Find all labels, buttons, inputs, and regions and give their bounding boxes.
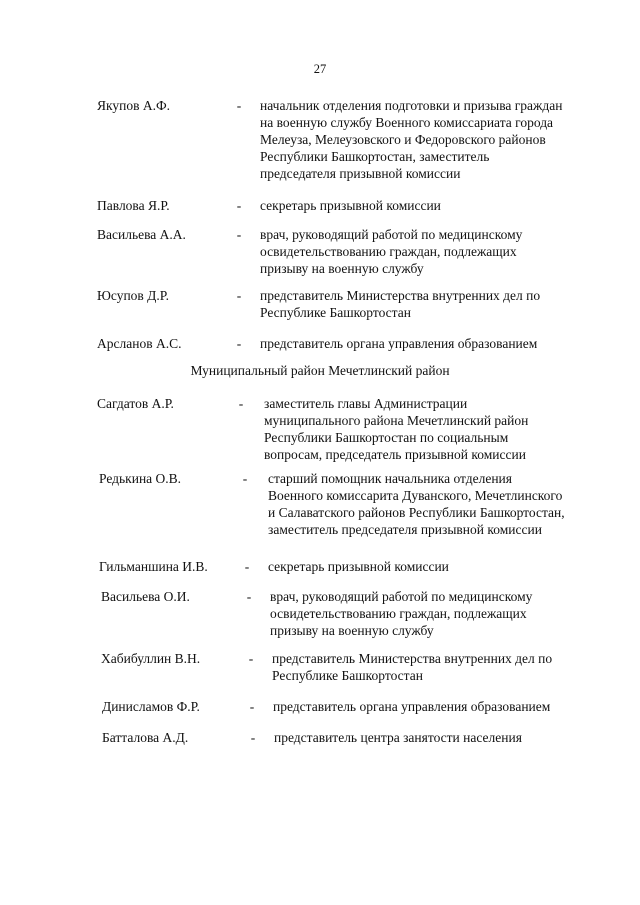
dash-separator: -: [236, 198, 242, 213]
member-role: секретарь призывной комиссии: [260, 198, 441, 213]
member-role: представитель центра занятости населения: [274, 730, 522, 745]
member-role: представитель органа управления образованием: [260, 336, 538, 351]
page-number: 27: [313, 62, 327, 76]
member-name: Динисламов Ф.Р.: [102, 699, 200, 714]
dash-separator: -: [249, 699, 255, 714]
dash-separator: -: [236, 336, 242, 351]
member-role: представитель Министерства внутренних дел по Республике Башкортостан: [260, 288, 541, 320]
member-role: врач, руководящий работой по медицинскому освидетельствованию граждан, подлежащих призыву на военную службу: [270, 589, 533, 638]
dash-separator: -: [248, 651, 254, 666]
member-role: начальник отделения подготовки и призыва граждан на военную службу Военного комиссариата города Мелеуза, Мелеузовского и Федоровского районов Республики Башкортостан, заместитель председателя призывной комиссии: [260, 98, 563, 181]
member-name: Арсланов А.С.: [97, 336, 182, 351]
dash-separator: -: [250, 730, 256, 745]
dash-separator: -: [242, 471, 248, 486]
section-heading: Муниципальный район Мечетлинский район: [190, 363, 450, 378]
member-name: Васильева О.И.: [101, 589, 190, 604]
dash-separator: -: [244, 559, 250, 574]
member-role: представитель органа управления образованием: [273, 699, 551, 714]
member-name: Павлова Я.Р.: [97, 198, 170, 213]
member-name: Хабибуллин В.Н.: [101, 651, 201, 666]
member-role: представитель Министерства внутренних дел по Республике Башкортостан: [272, 651, 553, 683]
member-name: Якупов А.Ф.: [97, 98, 171, 113]
member-name: Редькина О.В.: [99, 471, 182, 486]
member-role: секретарь призывной комиссии: [268, 559, 449, 574]
member-role: заместитель главы Администрации муниципального района Мечетлинский район Республики Башкортостан по социальным вопросам, председатель призывной комиссии: [264, 396, 529, 462]
member-name: Юсупов Д.Р.: [97, 288, 169, 303]
dash-separator: -: [236, 227, 242, 242]
member-name: Гильманшина И.В.: [99, 559, 208, 574]
member-name: Васильева А.А.: [97, 227, 186, 242]
dash-separator: -: [238, 396, 244, 411]
member-name: Сагдатов А.Р.: [97, 396, 174, 411]
dash-separator: -: [236, 98, 242, 113]
member-role: врач, руководящий работой по медицинскому освидетельствованию граждан, подлежащих призыву на военную службу: [260, 227, 523, 276]
member-name: Батталова А.Д.: [102, 730, 189, 745]
dash-separator: -: [246, 589, 252, 604]
dash-separator: -: [236, 288, 242, 303]
member-role: старший помощник начальника отделения Военного комиссарита Дуванского, Мечетлинского и Салаватского районов Республики Башкортостан, заместитель председателя призывной комиссии: [268, 471, 565, 537]
